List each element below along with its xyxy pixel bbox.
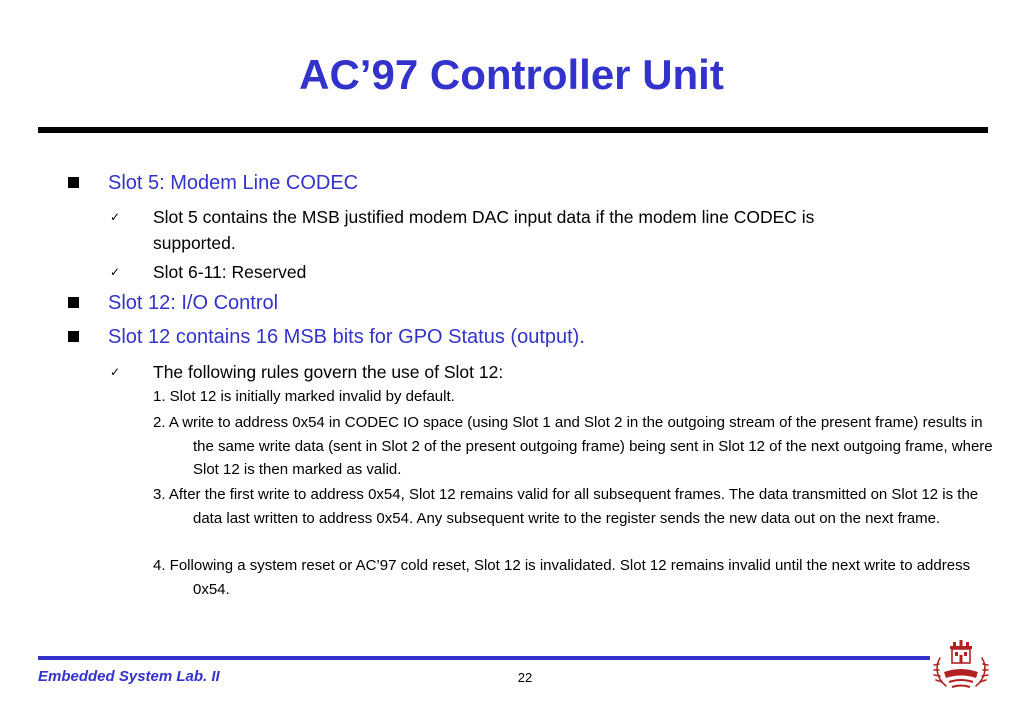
numbered-rule: 4. Following a system reset or AC’97 cold reset, Slot 12 is invalidated. Slot 12 remains invalid until the next write to address 0x54.	[153, 557, 971, 598]
square-bullet-icon	[68, 297, 79, 308]
checkmark-icon: ✓	[110, 210, 121, 224]
checkmark-icon: ✓	[110, 365, 121, 379]
numbered-rule: 1. Slot 12 is initially marked invalid by default.	[153, 388, 455, 405]
sub-bullet-item	[110, 204, 963, 256]
university-crest-icon	[932, 636, 990, 694]
square-bullet-icon	[68, 331, 79, 342]
bullet-text: Slot 12 contains 16 MSB bits for GPO Status (output).	[108, 326, 585, 348]
checkmark-icon: ✓	[110, 265, 121, 279]
sub-bullet-text: The following rules govern the use of Slot 12:	[153, 362, 504, 382]
sub-bullet-item	[110, 359, 504, 385]
sub-bullet-text: Slot 6-11: Reserved	[153, 262, 307, 282]
footer-divider	[38, 656, 930, 660]
sub-bullet-text-continued: supported.	[153, 233, 236, 253]
title-divider	[38, 127, 988, 133]
footer-lab-name: Embedded System Lab. II	[38, 668, 220, 685]
bullet-item	[108, 326, 585, 349]
bullet-item	[108, 172, 358, 195]
page-number: 22	[517, 670, 533, 685]
slide-title: AC’97 Controller Unit	[299, 51, 724, 98]
bullet-text: Slot 5: Modem Line CODEC	[108, 172, 359, 194]
bullet-item	[108, 292, 278, 315]
sub-bullet-text: Slot 5 contains the MSB justified modem DAC input data if the modem line CODEC is	[153, 207, 815, 227]
numbered-rule: 2. A write to address 0x54 in CODEC IO space (using Slot 1 and Slot 2 in the outgoing stream of the present frame) results in the same write data (sent in Slot 2 of the present outgoing frame) being sent in Slot 12 of the next outgoing frame, where Slot 12 is then marked as valid.	[153, 414, 993, 478]
sub-bullet-item	[110, 259, 307, 285]
numbered-rule: 3. After the first write to address 0x54, Slot 12 remains valid for all subsequent frames. The data transmitted on Slot 12 is the data last written to address 0x54. Any subsequent write to the register sends the new data out on the next frame.	[153, 486, 979, 527]
bullet-text: Slot 12: I/O Control	[108, 292, 279, 314]
square-bullet-icon	[68, 177, 79, 188]
